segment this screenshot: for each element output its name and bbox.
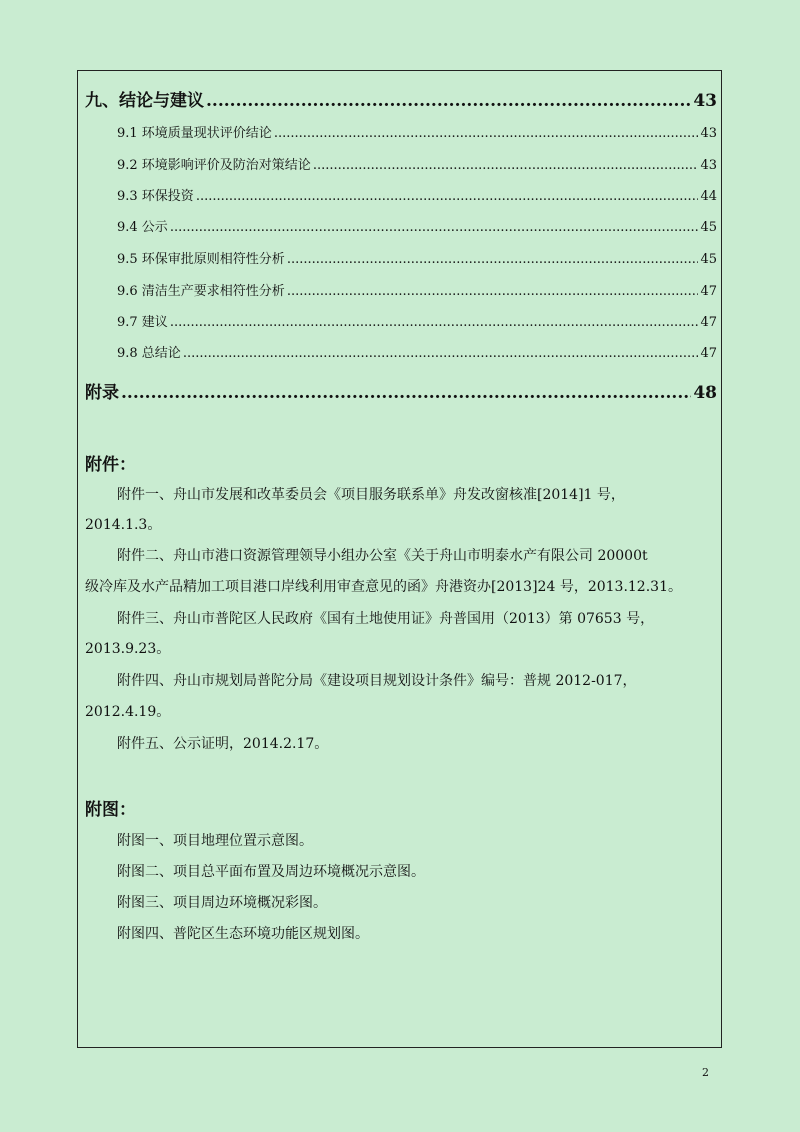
toc-label: 9.4 公示 [117,220,168,235]
attachment-4-line2: 2012.4.19。 [85,704,171,720]
toc-page: 48 [693,383,717,403]
figure-item: 附图四、普陀区生态环境功能区规划图。 [117,926,369,942]
toc-leader [170,220,699,235]
toc-appendix[interactable] [85,378,717,403]
toc-label: 9.7 建议 [117,315,168,330]
toc-leader [196,189,699,204]
toc-label: 9.8 总结论 [117,346,181,361]
figure-item: 附图二、项目总平面布置及周边环境概况示意图。 [117,864,425,880]
toc-item[interactable] [117,311,717,330]
toc-item[interactable] [117,216,717,235]
attachment-2-line2: 级冷库及水产品精加工项目港口岸线利用审查意见的函》舟港资办[2013]24 号，2013.12.31。 [85,579,682,595]
toc-label: 9.6 清洁生产要求相符性分析 [117,284,285,299]
attachment-1-line2: 2014.1.3。 [85,517,162,533]
attachments-heading: 附件： [85,455,136,475]
toc-leader [121,383,691,403]
attachment-3-line2: 2013.9.23。 [85,641,171,657]
toc-leader [313,158,699,173]
attachment-1-line1: 附件一、舟山市发展和改革委员会《项目服务联系单》舟发改窗核准[2014]1 号， [117,487,625,503]
figure-item: 附图三、项目周边环境概况彩图。 [117,895,327,911]
toc-leader [274,126,699,141]
toc-page: 47 [700,315,717,330]
toc-item[interactable] [117,185,717,204]
toc-label: 附录 [85,383,119,403]
attachment-2-line1: 附件二、舟山市港口资源管理领导小组办公室《关于舟山市明泰水产有限公司 20000t [117,548,648,564]
toc-leader [287,284,699,299]
toc-label: 9.1 环境质量现状评价结论 [117,126,272,141]
toc-label: 9.3 环保投资 [117,189,194,204]
toc-leader [183,346,699,361]
toc-item[interactable] [117,122,717,141]
toc-page: 44 [700,189,717,204]
page-number: 2 [702,1066,709,1079]
toc-page: 43 [693,91,717,111]
toc-leader [287,252,699,267]
toc-page: 43 [700,158,717,173]
attachment-4-line1: 附件四、舟山市规划局普陀分局《建设项目规划设计条件》编号：普规 2012-017， [117,673,637,689]
figure-item: 附图一、项目地理位置示意图。 [117,833,313,849]
toc-item[interactable] [117,154,717,173]
toc-item[interactable] [117,248,717,267]
attachment-3-line1: 附件三、舟山市普陀区人民政府《国有土地使用证》舟普国用（2013）第 07653 号， [117,611,655,627]
toc-page: 47 [700,284,717,299]
toc-label: 9.5 环保审批原则相符性分析 [117,252,285,267]
toc-page: 43 [700,126,717,141]
toc-label: 九、结论与建议 [85,91,204,111]
toc-item[interactable] [117,342,717,361]
toc-page: 47 [700,346,717,361]
toc-chapter-9[interactable] [85,86,717,111]
toc-page: 45 [700,220,717,235]
attachment-5-line1: 附件五、公示证明，2014.2.17。 [117,736,329,752]
toc-item[interactable] [117,280,717,299]
figures-heading: 附图： [85,800,136,820]
toc-page: 45 [700,252,717,267]
toc-leader [206,91,691,111]
toc-label: 9.2 环境影响评价及防治对策结论 [117,158,311,173]
toc-leader [170,315,699,330]
